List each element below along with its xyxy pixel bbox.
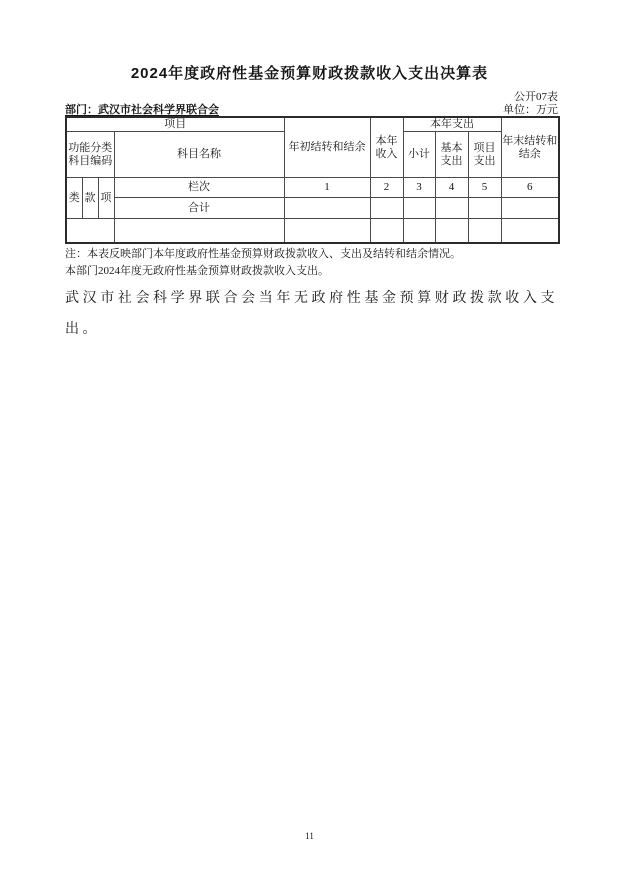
empty-row-cell-6 (501, 219, 559, 243)
total-cell-4 (435, 198, 468, 219)
total-cell-5 (468, 198, 501, 219)
empty-row-cell-2 (370, 219, 403, 243)
header-project: 项目 (66, 117, 284, 132)
note-line-2: 本部门2024年度无政府性基金预算财政拨款收入支出。 (65, 265, 329, 277)
no-fund-statement: 武汉市社会科学界联合会当年无政府性基金预算财政拨款收入支出。 (65, 291, 558, 337)
header-code-item: 项 (98, 178, 114, 219)
total-cell-6 (501, 198, 559, 219)
column-index-1: 1 (284, 178, 370, 198)
empty-row-cell-4 (435, 219, 468, 243)
header-end-balance: 年末结转和结余 (501, 117, 559, 178)
header-begin-balance: 年初结转和结余 (284, 117, 370, 178)
total-label: 合计 (114, 198, 284, 219)
page-title: 2024年度政府性基金预算财政拨款收入支出决算表 (130, 65, 489, 82)
meta-row (65, 101, 558, 117)
header-code-class: 类 (66, 178, 82, 219)
note-line-1: 注：本表反映部门本年度政府性基金预算财政拨款收入、支出及结转和结余情况。 (65, 248, 461, 260)
column-index-label: 栏次 (114, 178, 284, 198)
header-project-expense: 项目支出 (468, 132, 501, 178)
unit-label: 单位：万元 (503, 104, 558, 116)
empty-row-cell-3 (403, 219, 435, 243)
total-cell-1 (284, 198, 370, 219)
column-index-2: 2 (370, 178, 403, 198)
table-notes (65, 246, 565, 280)
header-code-section: 款 (82, 178, 98, 219)
empty-row-name-cell (114, 219, 284, 243)
budget-table (65, 116, 560, 244)
column-index-5: 5 (468, 178, 501, 198)
table-code: 公开07表 (514, 91, 558, 103)
column-index-4: 4 (435, 178, 468, 198)
header-basic-expense: 基本支出 (435, 132, 468, 178)
empty-row-code-cell (66, 219, 114, 243)
column-index-3: 3 (403, 178, 435, 198)
header-func-code: 功能分类科目编码 (66, 132, 114, 178)
empty-row-cell-5 (468, 219, 501, 243)
department-label: 部门：武汉市社会科学界联合会 (65, 104, 219, 116)
column-index-6: 6 (501, 178, 559, 198)
header-year-expense: 本年支出 (403, 117, 501, 132)
total-cell-2 (370, 198, 403, 219)
page-number: 11 (305, 831, 314, 841)
header-year-income: 本年收入 (370, 117, 403, 178)
header-subtotal: 小计 (403, 132, 435, 178)
total-cell-3 (403, 198, 435, 219)
header-subject-name: 科目名称 (114, 132, 284, 178)
empty-row-cell-1 (284, 219, 370, 243)
